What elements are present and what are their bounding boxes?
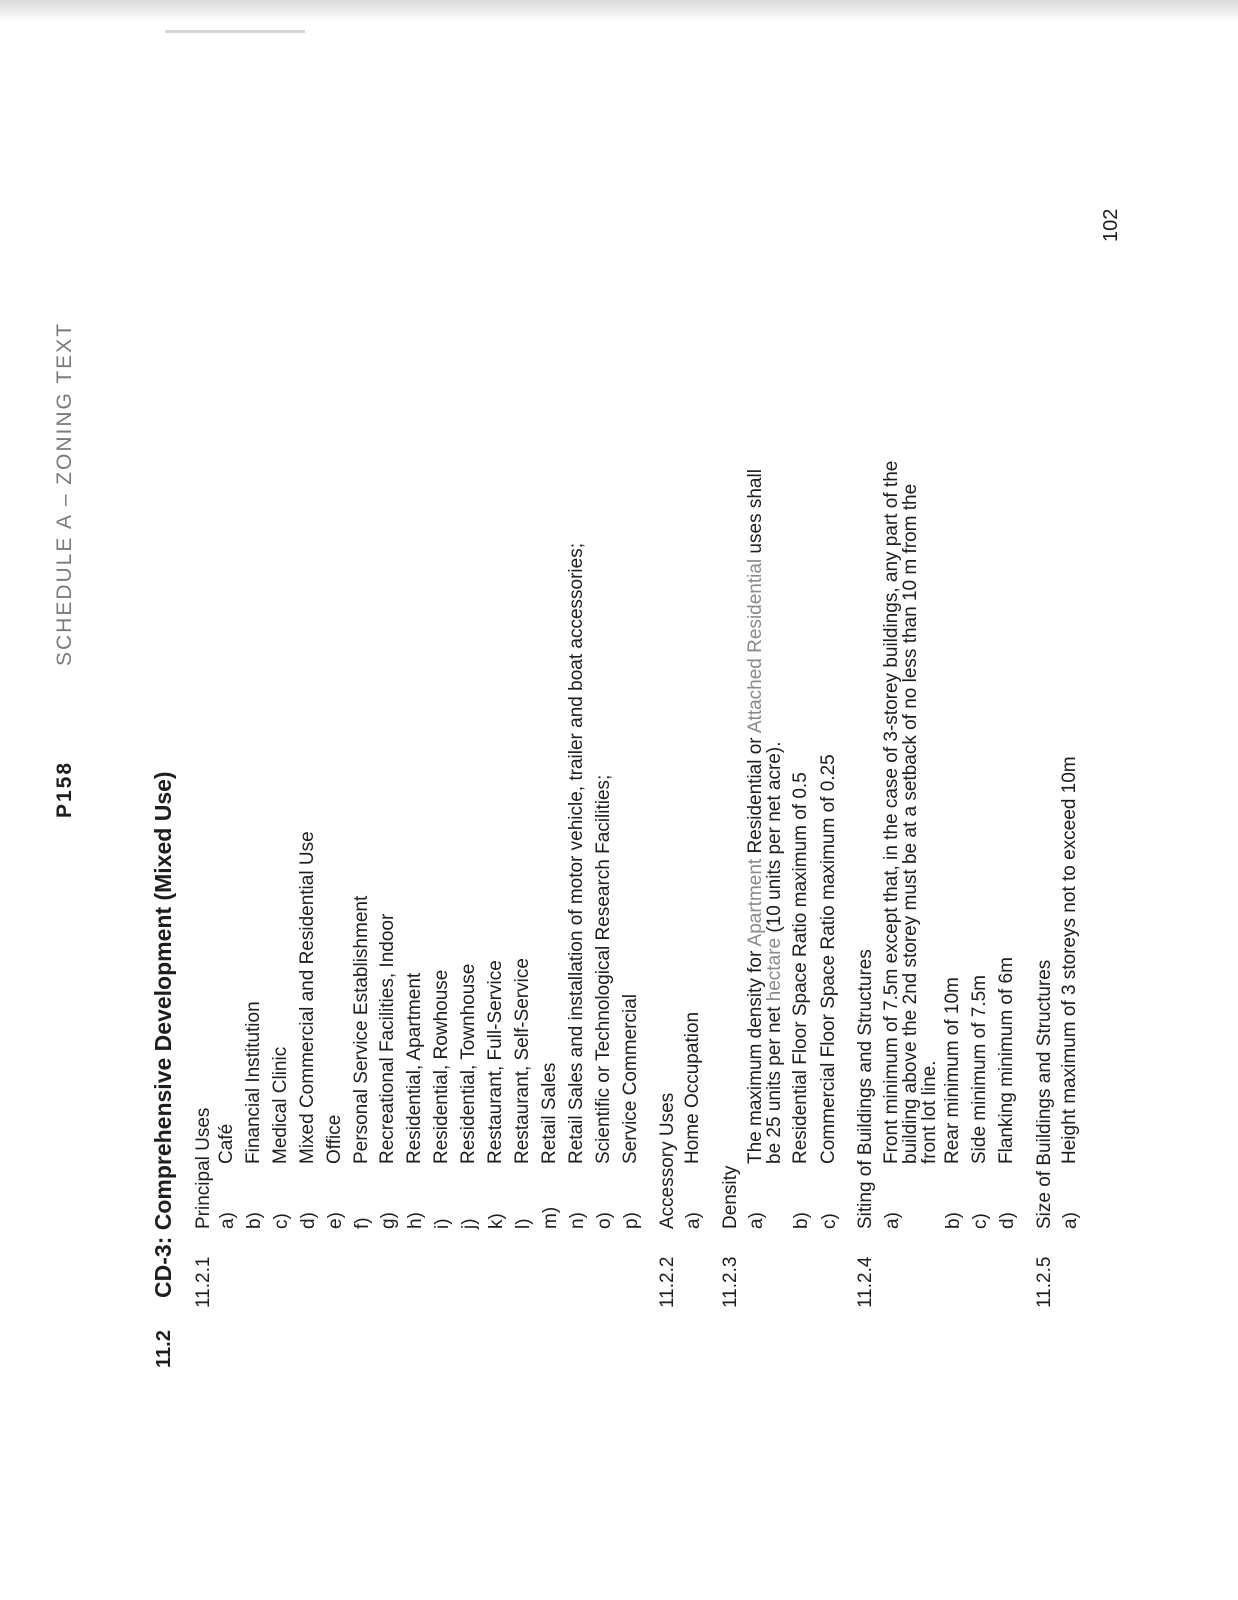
header-schedule: SCHEDULE A – ZONING TEXT	[53, 321, 76, 666]
density-a-line2	[765, 742, 784, 1164]
density-a-marker: a)	[746, 1212, 767, 1229]
density-title: Density	[720, 1165, 741, 1229]
list-item-marker: d)	[297, 1212, 319, 1229]
list-item: Retail Sales	[538, 1062, 560, 1164]
list-item-marker: i)	[432, 1218, 454, 1229]
list-item: Rear minimum of 10m	[942, 977, 963, 1164]
list-item-marker: e)	[324, 1212, 346, 1229]
list-item-marker: a)	[683, 1212, 704, 1229]
density-a-line1-apartment: Apartment	[745, 858, 766, 947]
list-item-marker: a)	[217, 1212, 238, 1229]
accessory-uses-number: 11.2.2	[657, 1256, 678, 1308]
siting-a-marker: a)	[882, 1212, 903, 1229]
density-a-line1-attached: Attached Residential	[745, 558, 766, 734]
list-item-marker: l)	[512, 1218, 534, 1229]
list-item: Personal Service Establishment	[350, 895, 372, 1164]
list-item: Service Commercial	[619, 994, 641, 1164]
list-item-marker: h)	[405, 1212, 427, 1229]
list-item-marker: j)	[459, 1218, 481, 1229]
density-b-text: Residential Floor Space Ratio maximum of 0.5	[790, 772, 811, 1164]
list-item: Residential, Apartment	[404, 972, 426, 1164]
list-item-marker: o)	[593, 1212, 615, 1229]
list-item: Recreational Facilities, Indoor	[377, 913, 399, 1164]
list-item-marker: k)	[486, 1213, 507, 1229]
list-item-marker: a)	[1060, 1212, 1081, 1229]
list-item: Medical Clinic	[269, 1046, 291, 1164]
density-a-line1	[746, 469, 765, 1164]
list-item-marker: n)	[566, 1212, 588, 1229]
size-number: 11.2.5	[1034, 1256, 1055, 1308]
section-number: 11.2	[153, 1330, 175, 1368]
list-item: Residential, Townhouse	[458, 963, 480, 1164]
siting-a-line3: front lot line.	[919, 1060, 940, 1164]
density-c-marker: c)	[819, 1213, 840, 1229]
list-item: Retail Sales and installation of motor vehicle, trailer and boat accessories;	[565, 543, 587, 1164]
list-item-marker: c)	[270, 1213, 292, 1229]
list-item: Mixed Commercial and Residential Use	[296, 831, 318, 1164]
list-item-marker: d)	[997, 1212, 1018, 1229]
list-item: Height maximum of 3 storeys not to exceed 10m	[1059, 756, 1080, 1164]
list-item-marker: c)	[970, 1213, 991, 1229]
list-item-marker: p)	[620, 1212, 642, 1229]
accessory-uses-title: Accessory Uses	[657, 1092, 678, 1229]
list-item: Café	[216, 1123, 237, 1164]
page-number: 102	[1100, 208, 1122, 242]
list-item: Home Occupation	[682, 1011, 703, 1164]
density-a-line1-part2: Residential or	[745, 733, 766, 859]
list-item: Flanking minimum of 6m	[996, 957, 1017, 1164]
header-code: P158	[53, 760, 76, 818]
siting-number: 11.2.4	[855, 1256, 876, 1308]
list-item: Restaurant, Full-Service	[485, 960, 506, 1164]
siting-a-line2: building above the 2nd storey must be at a setback of no less than 10 m from the	[900, 483, 921, 1164]
list-item-marker: f)	[351, 1217, 373, 1229]
size-title: Size of Buildings and Structures	[1034, 959, 1055, 1229]
list-item-marker: g)	[378, 1212, 400, 1229]
list-item: Side minimum of 7.5m	[969, 974, 990, 1164]
list-item-marker: m)	[539, 1206, 561, 1229]
density-number: 11.2.3	[720, 1256, 741, 1308]
list-item-marker: b)	[943, 1212, 964, 1229]
list-item: Residential, Rowhouse	[431, 969, 453, 1164]
density-a-line2-hectare: hectare	[764, 937, 785, 1002]
siting-title: Siting of Buildings and Structures	[855, 949, 876, 1229]
density-b-marker: b)	[791, 1212, 812, 1229]
density-a-line2-part1: be 25 units per net	[764, 1001, 785, 1164]
density-a-line1-part1: The maximum density for	[745, 946, 766, 1164]
density-c-text: Commercial Floor Space Ratio maximum of 0.25	[818, 754, 839, 1164]
section-title: CD-3: Comprehensive Development (Mixed Use)	[150, 771, 176, 1298]
density-a-line1-part3: uses shall	[745, 469, 766, 559]
list-item: Financial Institution	[242, 1001, 264, 1164]
list-item: Office	[323, 1114, 345, 1164]
siting-a-line1: Front minimum of 7.5m except that, in the case of 3-storey buildings, any part of the	[881, 460, 902, 1164]
list-item-marker: b)	[243, 1212, 265, 1229]
principal-uses-title: Principal Uses	[193, 1107, 214, 1229]
list-item: Scientific or Technological Research Facilities;	[592, 774, 614, 1164]
list-item: Restaurant, Self-Service	[511, 958, 533, 1164]
principal-uses-number: 11.2.1	[193, 1256, 214, 1308]
density-a-line2-part2: (10 units per net acre).	[764, 741, 785, 938]
